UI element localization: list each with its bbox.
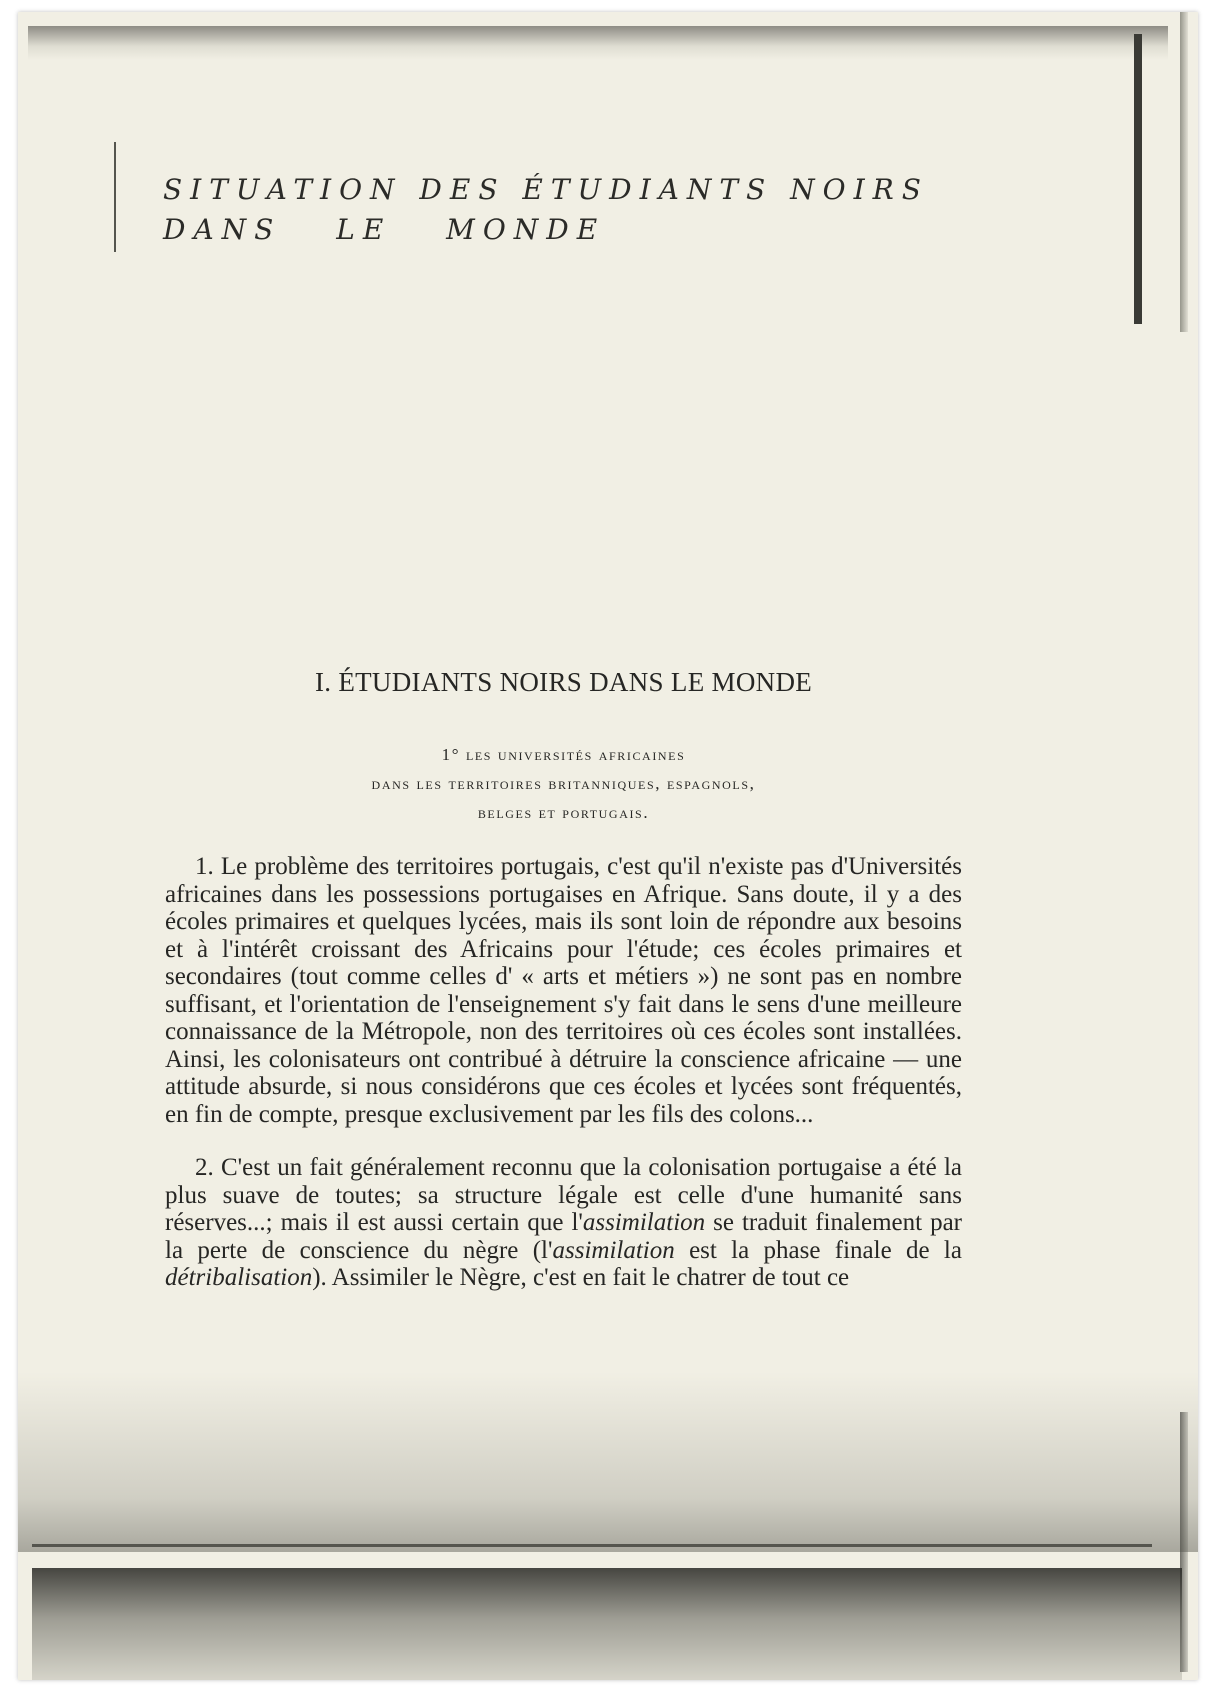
scan-smudge-bottom — [18, 1372, 1198, 1552]
document-page — [18, 12, 1198, 1680]
paragraph-2-italic: assimilation — [552, 1236, 675, 1264]
section-title: I. ÉTUDIANTS NOIRS DANS LE MONDE — [314, 667, 813, 697]
paragraph-2-text: 2. C'est un fait généralement reconnu que la colonisation portugaise a été la plus suave de toutes; sa structure légale est celle d'une humanité sans réserves...; mais il est aussi certain que l' — [165, 1154, 962, 1236]
paragraph-2-text: se traduit finalement par la perte de conscience du nègre (l' — [165, 1209, 962, 1264]
subheading-line-3: belges et portugais. — [477, 803, 650, 822]
scan-edge-bottom — [32, 1568, 1182, 1680]
section-subheading — [165, 740, 962, 827]
paragraph-2-text: ). Assimiler le Nègre, c'est en fait le chatrer de tout ce — [312, 1264, 850, 1291]
running-header — [163, 170, 963, 250]
paragraph-2-italic: assimilation — [582, 1209, 706, 1236]
scan-edge-right — [1134, 34, 1142, 324]
header-margin-bar — [114, 142, 116, 252]
scan-edge-top — [28, 26, 1168, 60]
paragraph-1: 1. Le problème des territoires portugais, c'est qu'il n'existe pas d'Universités africaines dans les possessions portugaises en Afrique. Sans doute, il y a des écoles primaires et quelques lycées, mais ils sont loin de répondre aux besoins et à l'intérêt croissant des Africains pour l'étude; ces écoles primaires et secondaires (tout comme celles d' « arts et métiers ») ne sont pas en nombre suffisant, et l'orientation de l'enseignement s'y fait dans le sens d'une meilleure connaissance de la Métropole, non des territoires où ces écoles sont installées. Ainsi, les colonisateurs ont contribué à détruire la conscience africaine — une attitude absurde, si nous considérons que ces écoles et lycées sont fréquentés, en fin de compte, presque exclusivement par les fils des colons... — [165, 853, 962, 1128]
body-content — [165, 667, 962, 1318]
paragraph-2 — [165, 1154, 962, 1292]
paragraph-2-text: est la phase finale de la — [674, 1236, 962, 1264]
header-line-2: DANS LE MONDE — [163, 213, 606, 246]
paragraph-2-italic: détribalisation — [165, 1264, 313, 1291]
bottom-rule — [32, 1544, 1152, 1547]
subheading-line-2: dans les territoires britanniques, espagnols, — [371, 774, 756, 793]
header-line-1: SITUATION DES ÉTUDIANTS NOIRS — [163, 173, 929, 206]
scan-edge-right-outer — [1180, 12, 1188, 332]
subheading-line-1: 1° les universités africaines — [441, 745, 686, 764]
